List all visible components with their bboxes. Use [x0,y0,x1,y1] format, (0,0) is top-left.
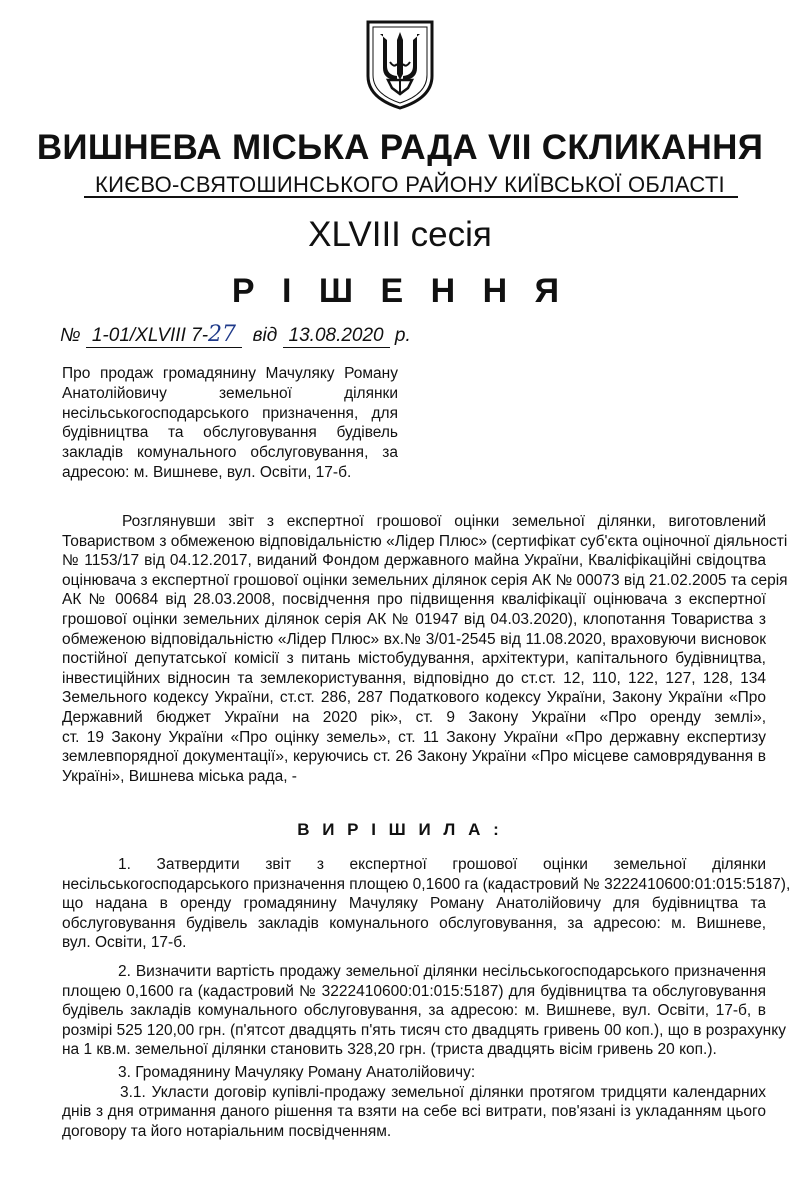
item-3-paragraph [62,1063,766,1141]
item-2-paragraph [62,962,786,1060]
text-line: на 1 кв.м. земельної ділянки становить 328,20 грн. (триста двадцять вісім гривень 20 коп.). [62,1041,717,1059]
text-line: грошової оцінки земельних ділянок серія АК № 01947 від 04.03.2020), клопотання Товариства з [62,610,766,628]
subject-line: будівництва та обслуговування будівель [62,424,398,442]
text-line: що надана в оренду громадянину Мачуляку Роману Анатолійовичу для будівництва та [62,895,766,913]
decision-number: 1-01/XLVIII 7-27 [86,322,242,348]
session-title: XLVIII сесія [308,215,492,254]
item-1-paragraph [62,855,791,953]
text-line: постійної депутатської комісії з питань містобудування, архітектури, капітального будівництва, [62,650,766,668]
text-line: площею 0,1600 га (кадастровий № 3222410600:01:015:5187) для будівництва та обслуговування [62,982,766,1000]
text-line: обслуговування будівель закладів комунального обслуговування, за адресою: м. Вишневе, [62,914,766,932]
council-title: ВИШНЕВА МІСЬКА РАДА VII СКЛИКАННЯ [36,128,764,167]
subject-line: закладів комунального обслуговування, за [62,444,398,462]
handwritten-number: 27 [208,322,237,347]
subject-line: несільськогосподарського призначення, для [62,404,398,422]
text-line: розмірі 525 120,00 грн. (п'ятсот двадцять п'ять тисяч сто двадцять гривень 00 коп.), що в розрахунку [62,1021,786,1039]
text-line: днів з дня отримання даного рішення та взяти на себе всі витрати, пов'язані із укладанням цього [62,1103,766,1121]
number-sign: № [60,325,81,346]
year-suffix: р. [394,325,411,346]
text-line: інвестиційних відносин та землекористування, відповідно до ст.ст. 12, 110, 122, 127, 128, 134 [62,669,766,687]
text-line: Україні», Вишнева міська рада, - [62,767,297,785]
text-line: договору та його нотаріальним посвідченням. [62,1122,392,1140]
text-line: обмеженою відповідальністю «Лідер Плюс» вх.№ 3/01-2545 від 11.08.2020, враховуючи висновок [62,630,766,648]
text-line: 2. Визначити вартість продажу земельної ділянки несільськогосподарського призначення [118,963,766,980]
text-line: Товариством з обмеженою відповідальністю «Лідер Плюс» (сертифікат суб'єкта оціночної діяльності [62,532,788,550]
resolved-heading: В И Р І Ш И Л А : [297,820,503,839]
text-line: Державний бюджет України на 2020 рік», ст. 9 Закону України «Про оренду землі», [62,708,766,726]
from-word: від [252,325,278,346]
text-line: ст. 19 Закону України «Про оцінку земель», ст. 11 Закону України «Про державну експертизу [62,728,766,746]
decision-subject [62,364,398,483]
decision-number-line [60,322,411,348]
text-line: № 1153/17 від 04.12.2017, виданий Фондом державного майна України, Кваліфікаційні свідоцтва [62,552,766,570]
text-line: АК № 00684 від 28.03.2008, посвідчення про підвищення кваліфікації оцінювача з експертної [62,591,766,609]
preamble-paragraph [62,512,788,786]
subject-line: Про продаж громадянину Мачуляку Роману [62,365,398,382]
subject-line: Анатолійовичу земельної ділянки [62,384,398,402]
text-line: несільськогосподарського призначення площею 0,1600 га (кадастровий № 3222410600:01:015:5187), [62,875,791,893]
text-line: 3. Громадянину Мачуляку Роману Анатолійовичу: [118,1064,476,1081]
text-line: Розглянувши звіт з експертної грошової оцінки земельної ділянки, виготовлений [122,513,766,530]
district-subtitle: КИЄВО-СВЯТОШИНСЬКОГО РАЙОНУ КИЇВСЬКОЇ ОБЛАСТІ [95,172,725,197]
text-line: будівель закладів комунального обслуговування, за адресою: м. Вишневе, вул. Освіти, 17-б, в [62,1002,766,1020]
text-line: землевпорядної документації», керуючись ст. 26 Закону України «Про місцеве самоврядування в [62,748,766,766]
text-line: вул. Освіти, 17-б. [62,934,187,952]
subject-line: адресою: м. Вишневе, вул. Освіти, 17-б. [62,463,352,481]
text-line: 3.1. Укласти договір купівлі-продажу земельної ділянки протягом тридцяти календарних [120,1083,766,1101]
decision-date: 13.08.2020 [283,325,390,348]
header-divider [84,196,738,198]
text-line: 1. Затвердити звіт з експертної грошової оцінки земельної ділянки [118,856,766,873]
decision-heading: Р І Ш Е Н Н Я [231,272,569,310]
text-line: Земельного кодексу України, ст.ст. 286, 287 Податкового кодексу України, Закону України «Про [62,689,766,707]
text-line: оцінювача з експертної грошової оцінки земельних ділянок серія АК № 00073 від 21.02.2005 та серія [62,571,788,589]
coat-of-arms-icon [364,18,436,110]
